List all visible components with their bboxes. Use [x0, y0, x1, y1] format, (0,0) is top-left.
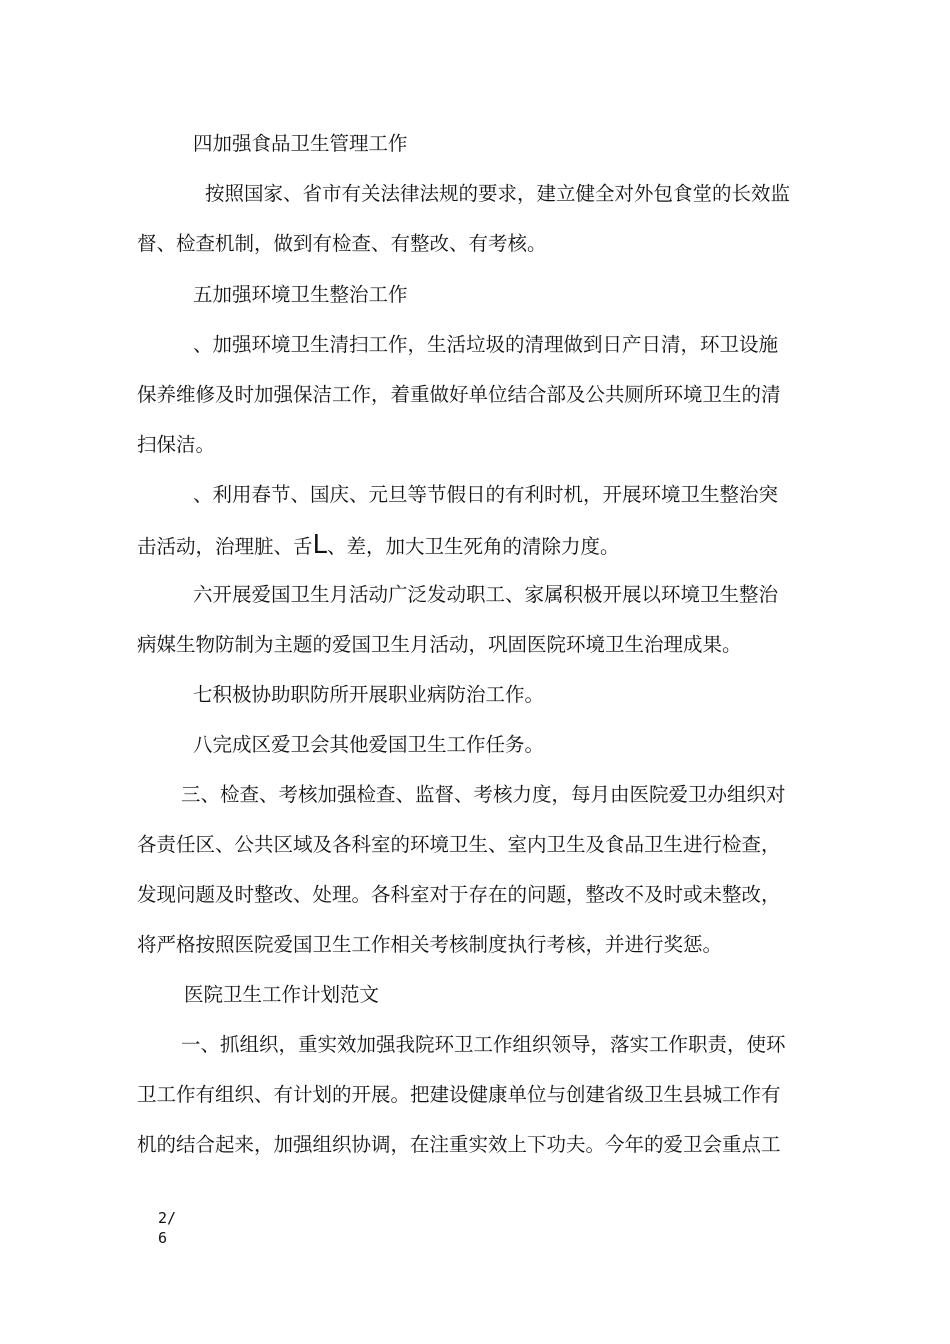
paragraph-line: 将严格按照医院爱国卫生工作相关考核制度执行考核，并进行奖惩。: [137, 933, 723, 956]
section-heading-food-hygiene: 四加强食品卫生管理工作: [193, 132, 408, 155]
paragraph-line: 发现问题及时整改、处理。各科室对于存在的问题，整改不及时或未整改，: [137, 883, 781, 906]
text-run: 、差，加大卫生死角的清除力度。: [327, 535, 620, 558]
paragraph-line: 一、抓组织，重实效加强我院环卫工作组织领导，落实工作职责，使环: [181, 1033, 786, 1056]
page-number-top: 2/: [158, 1209, 177, 1227]
paragraph-line: 机的结合起来，加强组织协调，在注重实效上下功夫。今年的爱卫会重点工: [137, 1133, 781, 1156]
text-run: 击活动，治理脏、舌: [137, 535, 313, 558]
paragraph-line: 、利用春节、国庆、元旦等节假日的有利时机，开展环境卫生整治突: [193, 483, 779, 506]
paragraph-line: 保养维修及时加强保洁工作，着重做好单位结合部及公共厕所环境卫生的清: [137, 383, 781, 406]
section-heading-plan-template: 医院卫生工作计划范文: [184, 983, 380, 1006]
paragraph-line: 按照国家、省市有关法律法规的要求，建立健全对外包食堂的长效监: [205, 182, 791, 205]
paragraph-line: 各责任区、公共区域及各科室的环境卫生、室内卫生及食品卫生进行检查，: [137, 833, 781, 856]
paragraph-line: 卫工作有组织、有计划的开展。把建设健康单位与创建省级卫生县城工作有: [137, 1083, 781, 1106]
section-heading-environment: 五加强环境卫生整治工作: [193, 283, 408, 306]
paragraph-line: 六开展爱国卫生月活动广泛发动职工、家属积极开展以环境卫生整治: [193, 583, 779, 606]
paragraph-line: [137, 532, 620, 558]
paragraph-line: 三、检查、考核加强检查、监督、考核力度，每月由医院爱卫办组织对: [181, 783, 786, 806]
paragraph-line: 督、检查机制，做到有检查、有整改、有考核。: [137, 232, 547, 255]
paragraph-line: 八完成区爱卫会其他爱国卫生工作任务。: [193, 733, 545, 756]
paragraph-line: 扫保洁。: [137, 433, 216, 456]
paragraph-line: 七积极协助职防所开展职业病防治工作。: [193, 683, 545, 706]
page-number-bottom: 6: [158, 1229, 168, 1247]
paragraph-line: 病媒生物防制为主题的爱国卫生月活动，巩固医院环境卫生治理成果。: [137, 633, 742, 656]
text-run-large-letter: L: [312, 530, 328, 560]
paragraph-line: 、加强环境卫生清扫工作，生活垃圾的清理做到日产日清，环卫设施: [193, 333, 779, 356]
